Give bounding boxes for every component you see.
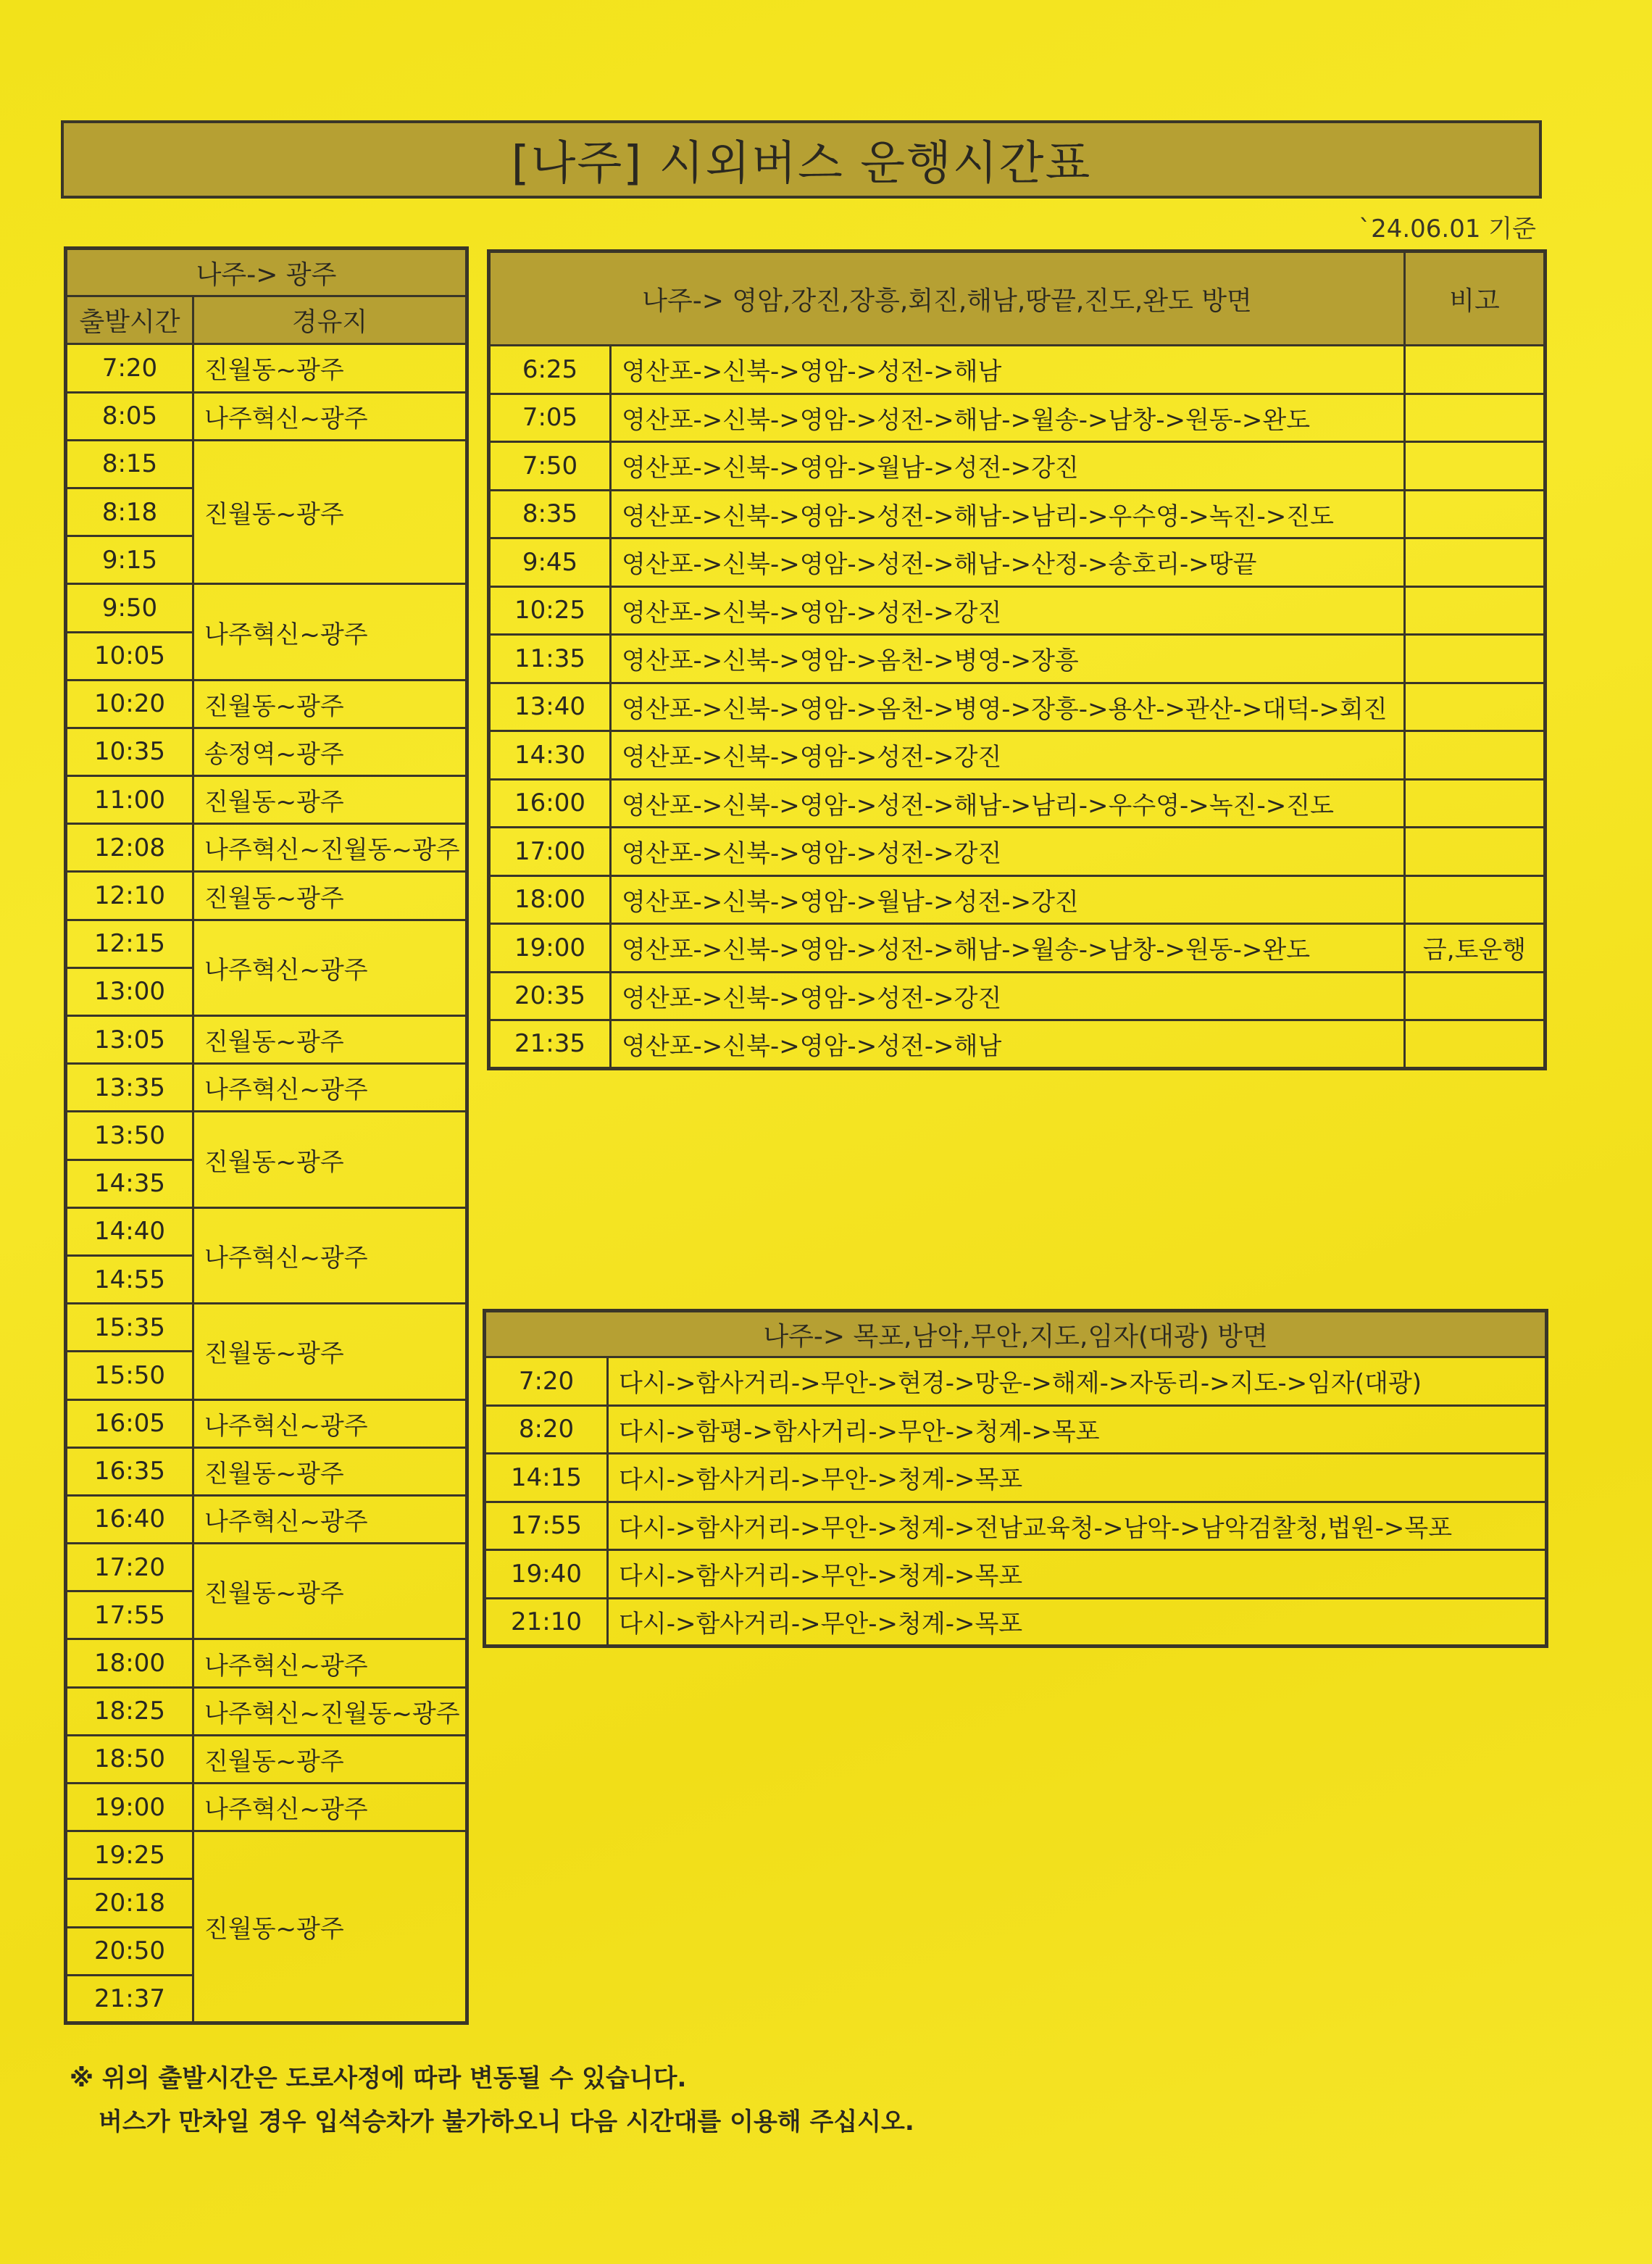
departure-time: 20:35 [489, 972, 611, 1020]
via-route: 나주혁신~광주 [193, 1207, 467, 1303]
effective-date: `24.06.01 기준 [1359, 215, 1536, 244]
departure-time: 18:00 [489, 875, 611, 924]
table-row [489, 490, 1545, 538]
table-row [66, 1544, 467, 1591]
departure-time: 15:35 [66, 1304, 193, 1352]
departure-time: 18:50 [66, 1735, 193, 1783]
table-row [485, 1598, 1547, 1647]
route-stops: 영산포->신북->영암->성전->해남->남리->우수영->녹진->진도 [611, 490, 1405, 538]
via-route: 진월동~광주 [193, 1447, 467, 1495]
via-route: 진월동~광주 [193, 344, 467, 392]
table-row [66, 1399, 467, 1447]
west-timetable [483, 1309, 1548, 1648]
table-row [489, 442, 1545, 491]
route-note [1405, 442, 1545, 491]
table-row [66, 824, 467, 872]
departure-time: 9:50 [66, 584, 193, 632]
route-note [1405, 683, 1545, 731]
departure-time: 17:00 [489, 828, 611, 876]
page-title: [나주] 시외버스 운행시간표 [61, 120, 1542, 199]
table-row [66, 344, 467, 392]
route-note [1405, 1020, 1545, 1069]
table-row [66, 440, 467, 488]
via-route: 나주혁신~광주 [193, 584, 467, 680]
route-stops: 다시->함사거리->무안->현경->망운->해제->자동리->지도->임자(대광) [608, 1357, 1547, 1406]
departure-time: 17:55 [66, 1591, 193, 1639]
departure-time: 18:00 [66, 1639, 193, 1687]
table-row [485, 1454, 1547, 1502]
departure-time: 20:50 [66, 1927, 193, 1975]
via-route: 진월동~광주 [193, 1735, 467, 1783]
route-stops: 영산포->신북->영암->옴천->병영->장흥 [611, 635, 1405, 683]
departure-time: 10:25 [489, 586, 611, 635]
table-row [489, 635, 1545, 683]
table-row [66, 1639, 467, 1687]
route-stops: 영산포->신북->영암->성전->해남->월송->남창->원동->완도 [611, 924, 1405, 973]
footnote-schedule-change: ※ 위의 출발시간은 도로사정에 따라 변동될 수 있습니다. [70, 2064, 687, 2093]
table-row [66, 1207, 467, 1255]
route-stops: 영산포->신북->영암->성전->강진 [611, 731, 1405, 780]
route-note: 금,토운행 [1405, 924, 1545, 973]
route-note [1405, 490, 1545, 538]
via-route: 나주혁신~광주 [193, 1784, 467, 1831]
route-stops: 영산포->신북->영암->성전->강진 [611, 586, 1405, 635]
via-route: 진월동~광주 [193, 1831, 467, 2023]
via-route: 나주혁신~광주 [193, 920, 467, 1015]
col-departure-time: 출발시간 [66, 296, 193, 344]
departure-time: 20:18 [66, 1879, 193, 1927]
south-rows [489, 346, 1545, 1069]
table-row [66, 728, 467, 775]
route-stops: 영산포->신북->영암->월남->성전->강진 [611, 442, 1405, 491]
table-row [66, 392, 467, 440]
route-note [1405, 875, 1545, 924]
table-row [485, 1550, 1547, 1599]
route-note [1405, 586, 1545, 635]
table-row [66, 1784, 467, 1831]
departure-time: 21:35 [489, 1020, 611, 1069]
departure-time: 11:00 [66, 776, 193, 824]
departure-time: 14:30 [489, 731, 611, 780]
route-stops: 다시->함사거리->무안->청계->전남교육청->남악->남악검찰청,법원->목포 [608, 1502, 1547, 1550]
departure-time: 10:05 [66, 632, 193, 680]
table-row [66, 680, 467, 728]
route-stops: 영산포->신북->영암->성전->강진 [611, 828, 1405, 876]
departure-time: 17:55 [485, 1502, 608, 1550]
departure-time: 13:40 [489, 683, 611, 731]
departure-time: 10:20 [66, 680, 193, 728]
departure-time: 19:00 [66, 1784, 193, 1831]
table-row [66, 872, 467, 920]
via-route: 나주혁신~광주 [193, 1399, 467, 1447]
departure-time: 12:15 [66, 920, 193, 967]
departure-time: 12:08 [66, 824, 193, 872]
departure-time: 21:10 [485, 1598, 608, 1647]
via-route: 진월동~광주 [193, 1112, 467, 1207]
table-row [489, 683, 1545, 731]
via-route: 나주혁신~광주 [193, 1639, 467, 1687]
via-route: 나주혁신~진월동~광주 [193, 1687, 467, 1735]
table-row [66, 1112, 467, 1160]
via-route: 진월동~광주 [193, 1544, 467, 1639]
table-row [489, 731, 1545, 780]
col-via: 경유지 [193, 296, 467, 344]
departure-time: 19:40 [485, 1550, 608, 1599]
table-row [489, 972, 1545, 1020]
route-stops: 영산포->신북->영암->성전->해남->월송->남창->원동->완도 [611, 394, 1405, 442]
table-row [489, 394, 1545, 442]
route-note [1405, 394, 1545, 442]
departure-time: 7:05 [489, 394, 611, 442]
via-route: 나주혁신~광주 [193, 1064, 467, 1112]
table-row [66, 776, 467, 824]
departure-time: 9:15 [66, 536, 193, 584]
via-route: 진월동~광주 [193, 872, 467, 920]
table-row [489, 346, 1545, 394]
south-timetable [487, 249, 1547, 1070]
departure-time: 13:35 [66, 1064, 193, 1112]
departure-time: 8:15 [66, 440, 193, 488]
table-row [66, 1687, 467, 1735]
col-note: 비고 [1405, 251, 1545, 346]
via-route: 진월동~광주 [193, 440, 467, 584]
footnote-standing-passengers: 버스가 만차일 경우 입석승차가 불가하오니 다음 시간대를 이용해 주십시오. [99, 2107, 914, 2136]
via-route: 진월동~광주 [193, 1304, 467, 1399]
table-row [489, 875, 1545, 924]
route-stops: 영산포->신북->영암->월남->성전->강진 [611, 875, 1405, 924]
table-row [66, 1735, 467, 1783]
departure-time: 9:45 [489, 538, 611, 587]
gwangju-rows [66, 344, 467, 2023]
via-route: 나주혁신~진월동~광주 [193, 824, 467, 872]
departure-time: 19:25 [66, 1831, 193, 1879]
departure-time: 10:35 [66, 728, 193, 775]
west-heading: 나주-> 목포,남악,무안,지도,임자(대광) 방면 [485, 1311, 1547, 1357]
via-route: 진월동~광주 [193, 680, 467, 728]
table-row [66, 1447, 467, 1495]
table-row [66, 1831, 467, 1879]
table-row [489, 779, 1545, 828]
departure-time: 7:20 [66, 344, 193, 392]
route-stops: 영산포->신북->영암->옴천->병영->장흥->용산->관산->대덕->회진 [611, 683, 1405, 731]
via-route: 송정역~광주 [193, 728, 467, 775]
route-stops: 다시->함사거리->무안->청계->목포 [608, 1598, 1547, 1647]
west-rows [485, 1357, 1547, 1647]
route-note [1405, 828, 1545, 876]
table-row [489, 1020, 1545, 1069]
departure-time: 7:20 [485, 1357, 608, 1406]
table-row [66, 1064, 467, 1112]
table-row [66, 1495, 467, 1543]
departure-time: 14:40 [66, 1207, 193, 1255]
via-route: 나주혁신~광주 [193, 1495, 467, 1543]
table-row [485, 1405, 1547, 1454]
route-stops: 다시->함사거리->무안->청계->목포 [608, 1550, 1547, 1599]
route-stops: 영산포->신북->영암->성전->해남->산정->송호리->땅끝 [611, 538, 1405, 587]
departure-time: 13:50 [66, 1112, 193, 1160]
departure-time: 8:35 [489, 490, 611, 538]
departure-time: 7:50 [489, 442, 611, 491]
route-stops: 영산포->신북->영암->성전->강진 [611, 972, 1405, 1020]
table-row [485, 1502, 1547, 1550]
departure-time: 11:35 [489, 635, 611, 683]
route-stops: 다시->함평->함사거리->무안->청계->목포 [608, 1405, 1547, 1454]
departure-time: 18:25 [66, 1687, 193, 1735]
gwangju-timetable [64, 246, 469, 2025]
gwangju-heading: 나주-> 광주 [66, 249, 467, 296]
table-row [485, 1357, 1547, 1406]
via-route: 진월동~광주 [193, 776, 467, 824]
departure-time: 14:55 [66, 1255, 193, 1303]
route-stops: 다시->함사거리->무안->청계->목포 [608, 1454, 1547, 1502]
table-row [489, 538, 1545, 587]
departure-time: 16:05 [66, 1399, 193, 1447]
route-note [1405, 538, 1545, 587]
via-route: 진월동~광주 [193, 1016, 467, 1064]
route-stops: 영산포->신북->영암->성전->해남->남리->우수영->녹진->진도 [611, 779, 1405, 828]
departure-time: 8:18 [66, 488, 193, 536]
departure-time: 17:20 [66, 1544, 193, 1591]
route-stops: 영산포->신북->영암->성전->해남 [611, 346, 1405, 394]
departure-time: 15:50 [66, 1352, 193, 1399]
table-row [489, 586, 1545, 635]
departure-time: 21:37 [66, 1975, 193, 2023]
departure-time: 14:35 [66, 1160, 193, 1207]
south-heading: 나주-> 영암,강진,장흥,회진,해남,땅끝,진도,완도 방면 [489, 251, 1405, 346]
table-row [66, 1304, 467, 1352]
route-note [1405, 346, 1545, 394]
table-row [489, 828, 1545, 876]
table-row [66, 920, 467, 967]
route-note [1405, 731, 1545, 780]
via-route: 나주혁신~광주 [193, 392, 467, 440]
departure-time: 16:40 [66, 1495, 193, 1543]
route-note [1405, 779, 1545, 828]
route-note [1405, 635, 1545, 683]
route-note [1405, 972, 1545, 1020]
table-row [489, 924, 1545, 973]
departure-time: 16:35 [66, 1447, 193, 1495]
departure-time: 16:00 [489, 779, 611, 828]
departure-time: 14:15 [485, 1454, 608, 1502]
departure-time: 6:25 [489, 346, 611, 394]
departure-time: 13:05 [66, 1016, 193, 1064]
departure-time: 13:00 [66, 967, 193, 1015]
table-row [66, 584, 467, 632]
route-stops: 영산포->신북->영암->성전->해남 [611, 1020, 1405, 1069]
departure-time: 12:10 [66, 872, 193, 920]
departure-time: 8:05 [66, 392, 193, 440]
departure-time: 8:20 [485, 1405, 608, 1454]
departure-time: 19:00 [489, 924, 611, 973]
table-row [66, 1016, 467, 1064]
